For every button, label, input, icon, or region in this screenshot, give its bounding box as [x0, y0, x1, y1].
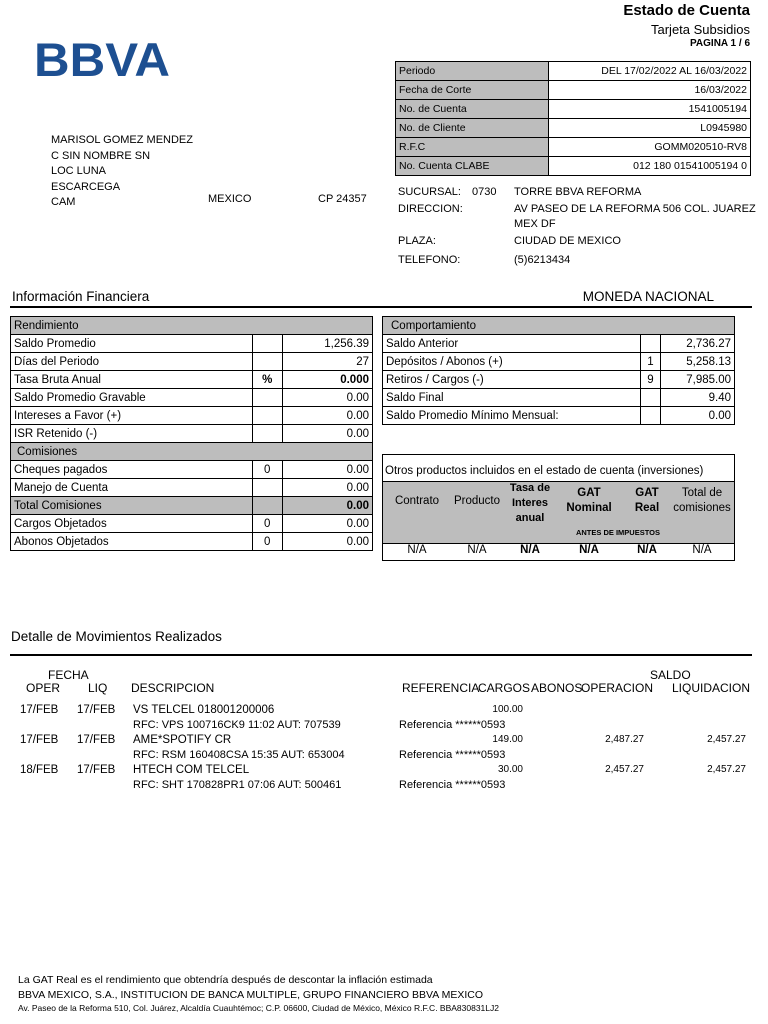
- customer-address: [51, 133, 193, 211]
- gat-note: La GAT Real es el rendimiento que obtendría después de descontar la inflación estimada: [18, 974, 433, 986]
- table-row: Manejo de Cuenta 0.00: [11, 479, 373, 497]
- col-gat-real: GAT Real: [634, 487, 660, 514]
- col-total-comisiones: Total de comisiones: [673, 487, 731, 514]
- address-cp: CP 24357: [318, 193, 367, 205]
- table-row: Saldo Promedio Gravable 0.00: [11, 389, 373, 407]
- col-descripcion: DESCRIPCION: [131, 681, 215, 695]
- mov-ref: Referencia ******0593: [399, 779, 506, 791]
- table-row: Tasa Bruta Anual % 0.000: [11, 371, 373, 389]
- mov-liq: 17/FEB: [77, 734, 116, 746]
- otros-productos-box: [382, 454, 735, 561]
- branch-phone: (5)6213434: [514, 254, 571, 266]
- statement-title: Estado de Cuenta: [623, 2, 750, 19]
- branch-label: PLAZA:: [398, 235, 436, 247]
- table-row: Días del Periodo 27: [11, 353, 373, 371]
- account-row: Fecha de Corte 16/03/2022: [396, 81, 751, 100]
- branch-info: [398, 185, 758, 270]
- mov-detail: RFC: RSM 160408CSA 15:35 AUT: 653004: [133, 749, 345, 761]
- branch-label: SUCURSAL:: [398, 186, 461, 198]
- col-contrato: Contrato: [394, 495, 440, 507]
- antes-impuestos: ANTES DE IMPUESTOS: [575, 528, 661, 537]
- account-row: No. Cuenta CLABE 012 180 01541005194 0: [396, 157, 751, 176]
- otros-title: Otros productos incluidos en el estado de cuenta (inversiones): [385, 465, 704, 477]
- col-fecha: FECHA: [48, 668, 89, 682]
- financial-section-title: Información Financiera: [12, 289, 150, 304]
- bbva-logo: [34, 36, 174, 80]
- col-gat-nominal: GAT Nominal: [566, 487, 612, 514]
- table-header: Comportamiento: [383, 317, 735, 335]
- mov-cargo: 100.00: [492, 704, 523, 715]
- mov-liquidacion: 2,457.27: [707, 734, 746, 745]
- col-abonos: ABONOS: [531, 681, 583, 695]
- mov-liquidacion: 2,457.27: [707, 764, 746, 775]
- branch-address: MEX DF: [514, 218, 556, 230]
- table-row: Intereses a Favor (+) 0.00: [11, 407, 373, 425]
- col-operacion: OPERACION: [581, 681, 654, 695]
- col-producto: Producto: [453, 495, 501, 507]
- col-referencia: REFERENCIA: [402, 681, 480, 695]
- address-country: MEXICO: [208, 193, 252, 205]
- table-row: Abonos Objetados 0 0.00: [11, 533, 373, 551]
- mov-liq: 17/FEB: [77, 704, 116, 716]
- col-saldo: SALDO: [650, 668, 691, 682]
- table-header: Rendimiento: [11, 317, 373, 335]
- col-oper: OPER: [26, 681, 61, 695]
- address-line: C SIN NOMBRE SN: [51, 149, 151, 162]
- table-row: Retiros / Cargos (-) 9 7,985.00: [383, 371, 735, 389]
- table-row: Saldo Final 9.40: [383, 389, 735, 407]
- svg-text:BBVA: BBVA: [34, 36, 170, 80]
- branch-label: TELEFONO:: [398, 254, 461, 266]
- movements-section-title: Detalle de Movimientos Realizados: [11, 629, 222, 644]
- table-header: Comisiones: [11, 443, 373, 461]
- table-row: Cheques pagados 0 0.00: [11, 461, 373, 479]
- otros-value: N/A: [467, 544, 487, 556]
- mov-desc: VS TELCEL 018001200006: [133, 704, 275, 716]
- table-row: Depósitos / Abonos (+) 1 5,258.13: [383, 353, 735, 371]
- col-cargos: CARGOS: [478, 681, 531, 695]
- mov-desc: AME*SPOTIFY CR: [133, 734, 232, 746]
- statement-subtitle: Tarjeta Subsidios: [651, 22, 750, 37]
- table-row: Saldo Promedio Mínimo Mensual: 0.00: [383, 407, 735, 425]
- otros-value: N/A: [579, 544, 599, 556]
- col-tasa: Tasa de Interes anual: [509, 482, 551, 524]
- mov-oper: 18/FEB: [20, 764, 59, 776]
- branch-plaza: CIUDAD DE MEXICO: [514, 235, 621, 247]
- divider: [10, 306, 752, 308]
- mov-oper: 17/FEB: [20, 704, 59, 716]
- account-row: R.F.C GOMM020510-RV8: [396, 138, 751, 157]
- bank-address: Av. Paseo de la Reforma 510, Col. Juárez, Alcaldía Cuauhtémoc; C.P. 06600, Ciudad de México, México R.F.C. BBA830831LJ2: [18, 1003, 499, 1013]
- mov-operacion: 2,487.27: [605, 734, 644, 745]
- table-row: Total Comisiones 0.00: [11, 497, 373, 515]
- mov-operacion: 2,457.27: [605, 764, 644, 775]
- mov-ref: Referencia ******0593: [399, 749, 506, 761]
- table-row: Saldo Anterior 2,736.27: [383, 335, 735, 353]
- col-liquidacion: LIQUIDACION: [672, 681, 751, 695]
- branch-address: AV PASEO DE LA REFORMA 506 COL. JUAREZ: [514, 203, 756, 215]
- mov-detail: RFC: SHT 170828PR1 07:06 AUT: 500461: [133, 779, 342, 791]
- branch-name: TORRE BBVA REFORMA: [514, 186, 642, 198]
- address-state: CAM: [51, 196, 76, 208]
- movements-list: [0, 704, 768, 794]
- otros-value: N/A: [692, 544, 712, 556]
- customer-name: MARISOL GOMEZ MENDEZ: [51, 134, 193, 146]
- otros-value: N/A: [520, 544, 540, 556]
- table-row: ISR Retenido (-) 0.00: [11, 425, 373, 443]
- mov-cargo: 30.00: [497, 764, 523, 775]
- address-line: LOC LUNA: [51, 165, 107, 177]
- account-row: Periodo DEL 17/02/2022 AL 16/03/2022: [396, 62, 751, 81]
- account-info-table: [395, 61, 751, 176]
- address-line: ESCARCEGA: [51, 180, 121, 193]
- col-liq: LIQ: [88, 681, 108, 695]
- bank-legal-name: BBVA MEXICO, S.A., INSTITUCION DE BANCA MULTIPLE, GRUPO FINANCIERO BBVA MEXICO: [18, 989, 484, 1001]
- rendimiento-table: [10, 316, 373, 551]
- table-row: Saldo Promedio 1,256.39: [11, 335, 373, 353]
- mov-cargo: 149.00: [492, 734, 523, 745]
- otros-value: N/A: [637, 544, 657, 556]
- account-row: No. de Cuenta 1541005194: [396, 100, 751, 119]
- divider: [10, 654, 752, 656]
- branch-code: 0730: [472, 186, 497, 198]
- mov-desc: HTECH COM TELCEL: [133, 764, 250, 776]
- currency-label: MONEDA NACIONAL: [582, 289, 714, 304]
- mov-oper: 17/FEB: [20, 734, 59, 746]
- branch-label: DIRECCION:: [398, 203, 463, 215]
- account-row: No. de Cliente L0945980: [396, 119, 751, 138]
- otros-value: N/A: [407, 544, 427, 556]
- mov-ref: Referencia ******0593: [399, 719, 506, 731]
- comportamiento-table: [382, 316, 735, 425]
- mov-detail: RFC: VPS 100716CK9 11:02 AUT: 707539: [133, 719, 341, 731]
- movements-header: [0, 668, 768, 698]
- mov-liq: 17/FEB: [77, 764, 116, 776]
- page-number: PAGINA 1 / 6: [689, 38, 750, 49]
- table-row: Cargos Objetados 0 0.00: [11, 515, 373, 533]
